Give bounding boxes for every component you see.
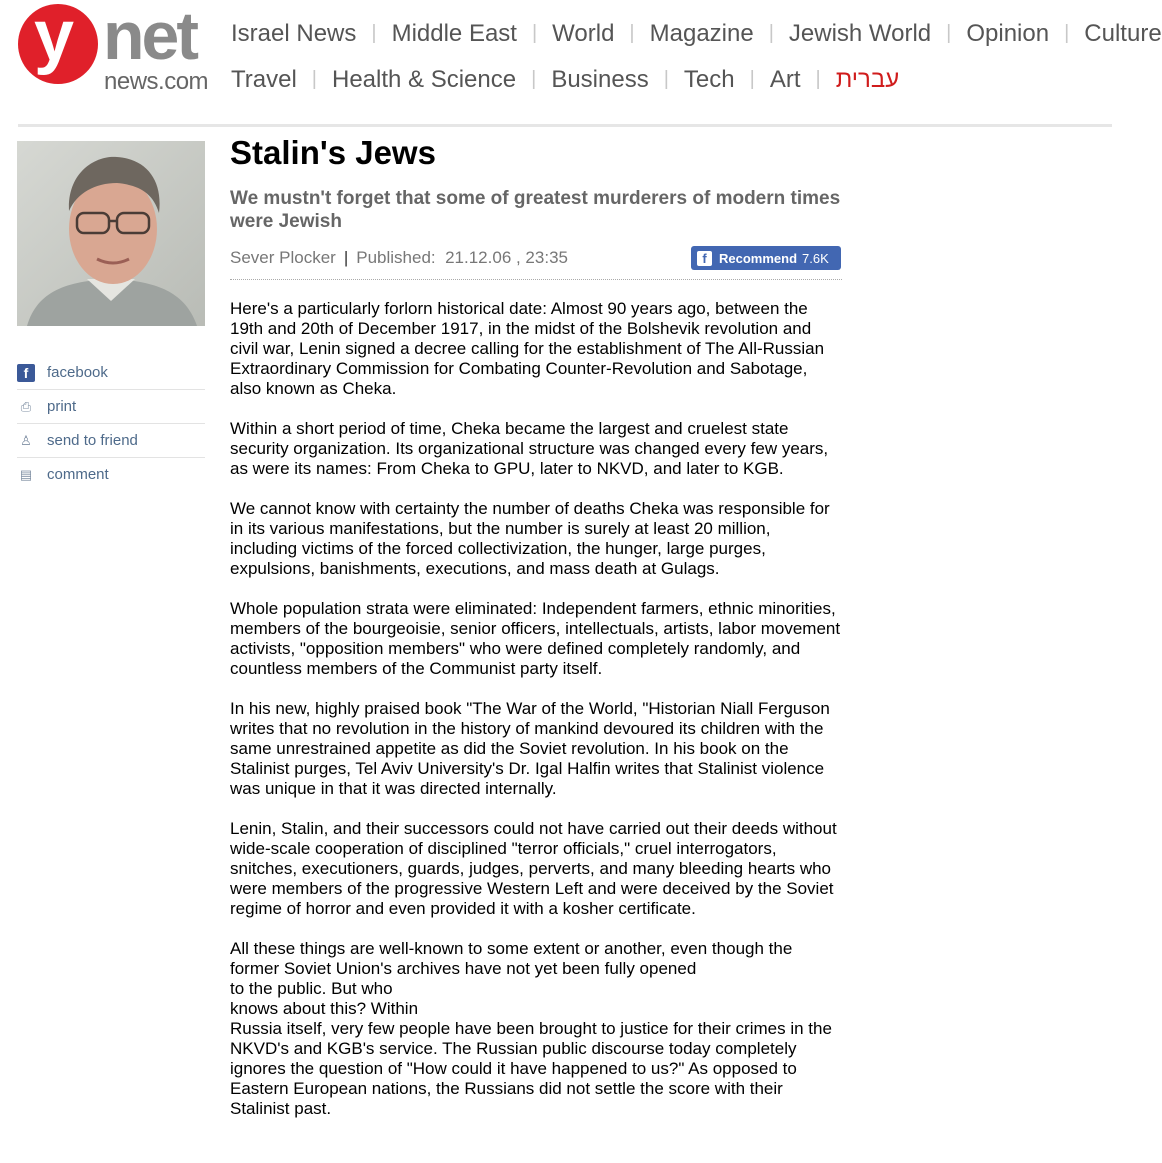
- article-subtitle: We mustn't forget that some of greatest murderers of modern times were Jewish: [230, 188, 841, 232]
- share-links: [17, 356, 205, 491]
- nav-world[interactable]: World: [552, 20, 615, 47]
- nav-opinion[interactable]: Opinion: [966, 20, 1050, 47]
- share-comment-label: comment: [47, 466, 109, 483]
- logo-net: net: [103, 0, 196, 74]
- article-paragraph: All these things are well-known to some extent or another, even though the former Soviet Union's archives have not yet been fully opened to the public. But who knows about this? Within Russia itself, very few people have been brought to justice for their crimes in the NKVD's and KGB's service. The Russian public discourse today completely ignores the question of "How could it have happened to us?" As opposed to Eastern European nations, the Russians did not settle the score with their Stalinist past.: [230, 939, 832, 1118]
- person-icon: ♙: [20, 432, 32, 448]
- nav-israel-news[interactable]: Israel News: [231, 20, 357, 47]
- share-print[interactable]: [17, 390, 205, 424]
- share-facebook-label: facebook: [47, 364, 108, 381]
- published-date: 21.12.06 , 23:35: [445, 248, 568, 267]
- logo-y: y: [34, 0, 73, 76]
- main-nav-row-2: [231, 66, 899, 94]
- nav-hebrew[interactable]: עברית: [835, 66, 900, 93]
- nav-separator: |: [371, 22, 377, 44]
- nav-magazine[interactable]: Magazine: [649, 20, 754, 47]
- facebook-icon: f: [697, 251, 712, 266]
- ynet-logo[interactable]: [18, 2, 210, 96]
- main-nav-row-1: [231, 20, 1162, 48]
- share-facebook[interactable]: [17, 356, 205, 390]
- nav-separator: |: [311, 68, 317, 90]
- comment-icon: ▤: [19, 466, 33, 482]
- article-paragraph: Here's a particularly forlorn historical date: Almost 90 years ago, between the 19th and 20th of December 1917, in the midst of the Bolshevik revolution and civil war, Lenin signed a decree calling for the establishment of The All-Russian Extraordinary Commission for Combating Counter-Revolution and Sabotage, also known as Cheka.: [230, 299, 825, 398]
- nav-separator: |: [629, 22, 635, 44]
- article-body: [230, 299, 842, 1119]
- logo-domain: news.com: [104, 68, 209, 95]
- nav-tech[interactable]: Tech: [683, 66, 735, 93]
- nav-middle-east[interactable]: Middle East: [391, 20, 517, 47]
- published-label: Published:: [356, 248, 436, 267]
- nav-separator: |: [663, 68, 669, 90]
- nav-separator: |: [531, 68, 537, 90]
- recommend-label: Recommend: [719, 250, 798, 266]
- byline-separator: |: [343, 248, 349, 267]
- facebook-recommend-button[interactable]: [691, 246, 841, 270]
- article-paragraph: In his new, highly praised book "The War of the World, "Historian Niall Ferguson writes that no revolution in the history of mankind devoured its children with the same unrestrained appetite as did the Soviet revolution. In his book on the Stalinist purges, Tel Aviv University's Dr. Igal Halfin writes that Stalinist violence was unique in that it was directed internally.: [230, 699, 830, 798]
- nav-separator: |: [531, 22, 538, 44]
- facebook-icon: f: [17, 364, 35, 382]
- header-divider: [18, 124, 1112, 127]
- author-name[interactable]: Sever Plocker: [230, 248, 336, 267]
- author-photo: [17, 141, 205, 326]
- byline: [230, 248, 568, 268]
- nav-separator: |: [815, 68, 821, 90]
- recommend-count: 7.6K: [802, 250, 829, 266]
- article-paragraph: Lenin, Stalin, and their successors could not have carried out their deeds without wide-scale cooperation of disciplined "terror officials," cruel interrogators, snitches, executioners, guards, judges, perverts, and many bleeding hearts who were members of the progressive Western Left and were deceived by the Soviet regime of horror and even provided it with a kosher certificate.: [230, 819, 837, 918]
- nav-separator: |: [749, 68, 755, 90]
- article-title: Stalin's Jews: [230, 134, 436, 171]
- nav-travel[interactable]: Travel: [231, 66, 297, 93]
- article-paragraph: We cannot know with certainty the number of deaths Cheka was responsible for in its various manifestations, but the number is surely at least 20 million, including victims of the forced collectivization, the hunger, large purges, expulsions, banishments, executions, and mass death at Gulags.: [230, 499, 830, 578]
- nav-business[interactable]: Business: [551, 66, 649, 93]
- nav-health-science[interactable]: Health & Science: [332, 66, 517, 93]
- nav-art[interactable]: Art: [769, 66, 801, 93]
- article-paragraph: Whole population strata were eliminated: Independent farmers, ethnic minorities, members of the bourgeoisie, senior officers, intellectuals, artists, labor movement activists, "opposition members" who were defined completely randomly, and countless members of the Communist party itself.: [230, 599, 841, 678]
- nav-separator: |: [1064, 22, 1070, 44]
- nav-culture[interactable]: Culture: [1084, 20, 1162, 47]
- nav-jewish-world[interactable]: Jewish World: [788, 20, 932, 47]
- share-send-to-friend[interactable]: [17, 424, 205, 458]
- nav-separator: |: [768, 22, 774, 44]
- share-print-label: print: [47, 398, 77, 415]
- article-paragraph: Within a short period of time, Cheka became the largest and cruelest state security organization. Its organizational structure was changed every few years, as were its names: From Cheka to GPU, later to NKVD, and later to KGB.: [230, 419, 829, 478]
- byline-divider: [230, 279, 842, 280]
- share-comment[interactable]: [17, 458, 205, 491]
- share-send-label: send to friend: [47, 432, 138, 449]
- nav-separator: |: [946, 22, 952, 44]
- print-icon: ⎙: [20, 398, 32, 414]
